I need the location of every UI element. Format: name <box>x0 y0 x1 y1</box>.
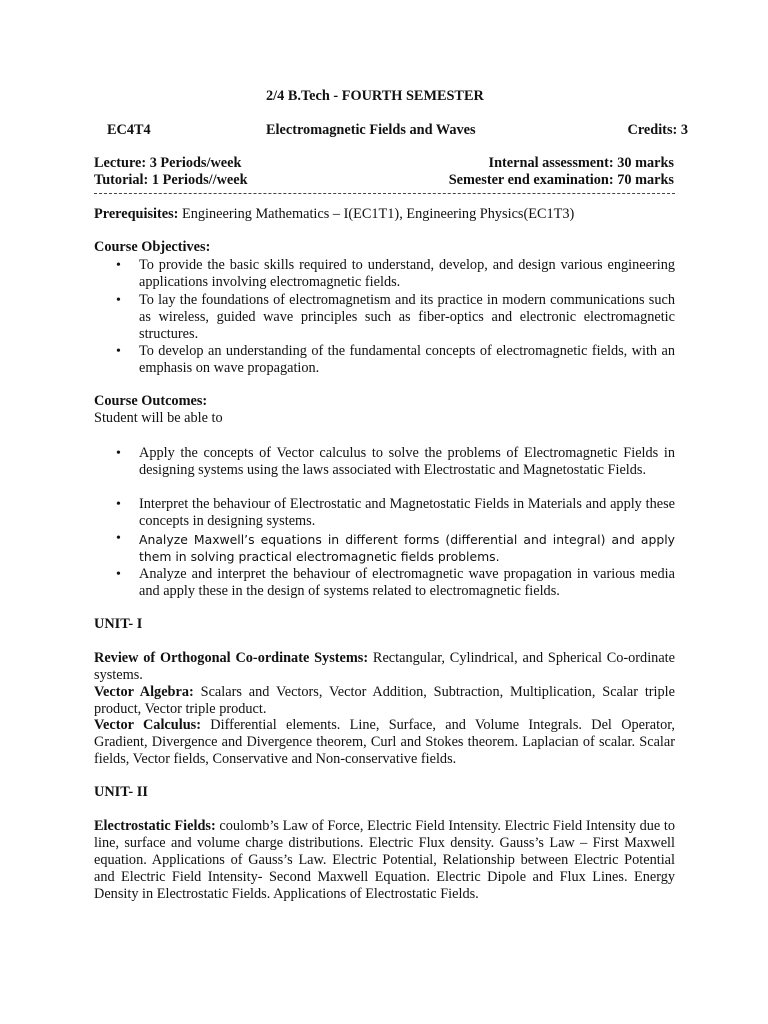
bullet-icon: • <box>116 344 121 359</box>
outcome-item: Interpret the behaviour of Electrostatic and Magnetostatic Fields in Materials and apply these concepts in designing systems. <box>139 496 675 529</box>
topic-label: Vector Algebra: <box>94 684 194 700</box>
bullet-icon: • <box>116 293 121 308</box>
unit-1-coordinate-systems <box>94 650 675 684</box>
topic-text: Rectangular, Cylindrical, and Spherical Co-ordinate systems. <box>94 650 675 683</box>
prerequisites-text: Engineering Mathematics – I(EC1T1), Engineering Physics(EC1T3) <box>178 206 575 222</box>
objective-item: To develop an understanding of the fundamental concepts of electromagnetic fields, with an emphasis on wave propagation. <box>139 343 675 376</box>
outcome-item: Analyze and interpret the behaviour of electromagnetic wave propagation in various media and apply these in the design of systems related to electromagnetic fields. <box>139 566 675 599</box>
course-code: EC4T4 <box>107 122 151 138</box>
topic-text: coulomb’s Law of Force, Electric Field Intensity. Electric Field Intensity due to line, surface and volume charge distributions. Electric Flux density. Gauss’s Law – First Maxwell equation. Applications of Gauss’s Law. Electric Potential, Relationship between Electric Potential and Electric Field Intensity- Second Maxwell Equation. Electric Dipole and Flux Lines. Energy Density in Electrostatic Fields. Applications of Electrostatic Fields. <box>94 818 676 902</box>
internal-assessment: Internal assessment: 30 marks <box>488 155 674 171</box>
outcome-item: Apply the concepts of Vector calculus to solve the problems of Electromagnetic Fields in designing systems using the laws associated with Electrostatic and Magnetostatic Fields. <box>139 445 675 478</box>
unit-1-heading: UNIT- I <box>94 616 143 632</box>
objective-item: To lay the foundations of electromagnetism and its practice in modern communications such as wireless, guided wave principles such as fiber-optics and electronic electromagnetic structures. <box>139 292 675 342</box>
unit-1-vector-calculus <box>94 717 675 768</box>
semester-heading: 2/4 B.Tech - FOURTH SEMESTER <box>266 88 484 104</box>
unit-2-electrostatic-fields <box>94 818 675 903</box>
unit-1-vector-algebra <box>94 684 675 718</box>
credits: Credits: 3 <box>627 122 688 138</box>
outcomes-heading: Course Outcomes: <box>94 393 208 409</box>
tutorial-hours: Tutorial: 1 Periods//week <box>94 172 248 188</box>
bullet-icon: • <box>116 531 121 546</box>
unit-2-heading: UNIT- II <box>94 784 148 800</box>
topic-text: Differential elements. Line, Surface, and Volume Integrals. Del Operator, Gradient, Divergence and Divergence theorem, Curl and Stokes theorem. Laplacian of scalar. Scalar fields, Vector fields, Conservative and Non-conservative fields. <box>94 717 675 767</box>
bullet-icon: • <box>116 567 121 582</box>
topic-label: Vector Calculus: <box>94 717 201 733</box>
outcomes-intro: Student will be able to <box>94 410 223 426</box>
topic-label: Electrostatic Fields: <box>94 818 216 834</box>
objective-item: To provide the basic skills required to understand, develop, and design various engineering applications involving electromagnetic fields. <box>139 257 675 290</box>
bullet-icon: • <box>116 497 121 512</box>
objectives-heading: Course Objectives: <box>94 239 211 255</box>
topic-label: Review of Orthogonal Co-ordinate Systems: <box>94 650 369 666</box>
semester-end-exam: Semester end examination: 70 marks <box>448 172 674 188</box>
lecture-hours: Lecture: 3 Periods/week <box>94 155 242 171</box>
topic-text: Scalars and Vectors, Vector Addition, Subtraction, Multiplication, Scalar triple product, Vector triple product. <box>94 684 675 717</box>
outcome-item: Analyze Maxwell’s equations in different forms (differential and integral) and apply them in solving practical electromagnetic fields problems. <box>139 532 675 564</box>
bullet-icon: • <box>116 446 121 461</box>
course-title: Electromagnetic Fields and Waves <box>266 122 476 138</box>
prerequisites <box>94 206 574 223</box>
prerequisites-label: Prerequisites: <box>94 206 179 222</box>
bullet-icon: • <box>116 258 121 273</box>
dashed-divider <box>94 193 675 194</box>
